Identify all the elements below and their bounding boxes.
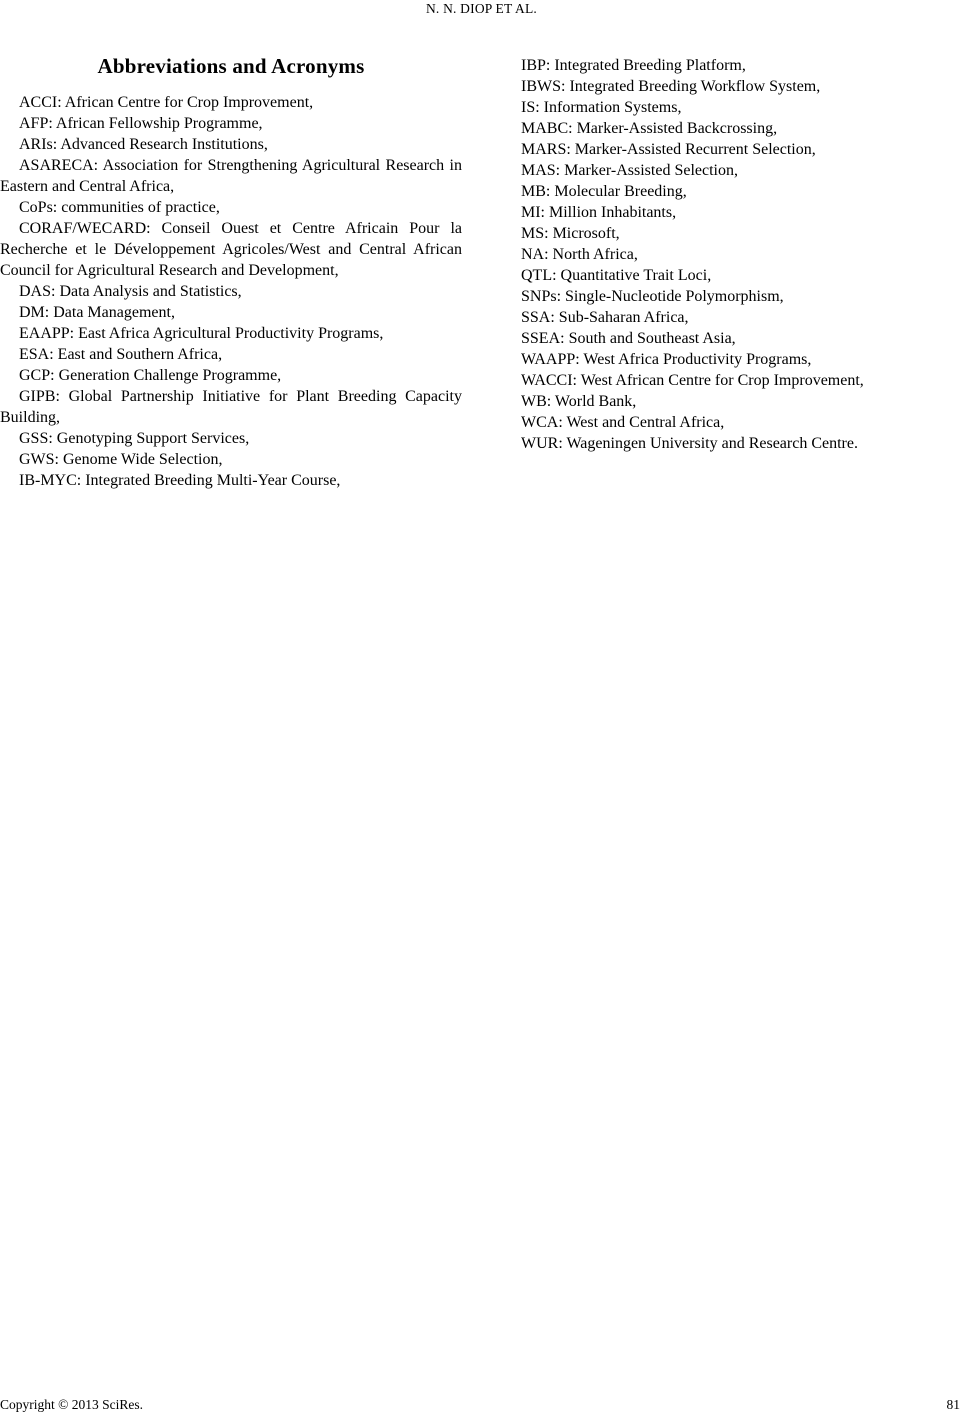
- abbreviation-entry: GWS: Genome Wide Selection,: [19, 451, 223, 468]
- abbreviation-entry: CoPs: communities of practice,: [19, 199, 220, 216]
- copyright-notice: Copyright © 2013 SciRes.: [0, 1397, 144, 1412]
- abbreviation-entry: NA: North Africa,: [521, 246, 638, 263]
- abbreviation-entry: DAS: Data Analysis and Statistics,: [19, 283, 242, 300]
- abbreviation-entry: SNPs: Single-Nucleotide Polymorphism,: [521, 288, 784, 305]
- abbreviation-entry: MARS: Marker-Assisted Recurrent Selection,: [521, 141, 816, 158]
- abbreviation-entry: IBWS: Integrated Breeding Workflow System,: [521, 78, 821, 95]
- abbreviation-entry: ARIs: Advanced Research Institutions,: [19, 136, 268, 153]
- abbreviation-entry: WACCI: West African Centre for Crop Improvement,: [521, 372, 864, 389]
- abbreviation-entry: IBP: Integrated Breeding Platform,: [521, 57, 746, 74]
- abbreviation-entry: SSA: Sub-Saharan Africa,: [521, 309, 689, 326]
- abbreviation-entry: DM: Data Management,: [19, 304, 175, 321]
- abbreviation-entry: MABC: Marker-Assisted Backcrossing,: [521, 120, 778, 137]
- abbreviation-entry: IS: Information Systems,: [521, 99, 682, 116]
- abbreviation-entry: MI: Million Inhabitants,: [521, 204, 677, 221]
- abbreviation-entry: WUR: Wageningen University and Research Centre.: [521, 435, 858, 452]
- running-head: N. N. DIOP ET AL.: [425, 1, 538, 16]
- abbreviation-entry: WCA: West and Central Africa,: [521, 414, 725, 431]
- abbreviation-entry: GCP: Generation Challenge Programme,: [19, 367, 282, 384]
- abbreviation-entry: MS: Microsoft,: [521, 225, 620, 242]
- abbreviation-entry: IB-MYC: Integrated Breeding Multi-Year Course,: [19, 472, 341, 489]
- abbreviation-entry: ESA: East and Southern Africa,: [19, 346, 223, 363]
- abbreviation-entry: QTL: Quantitative Trait Loci,: [521, 267, 712, 284]
- abbreviation-entry: GIPB: Global Partnership Initiative for Plant Breeding Capacity Building,: [0, 388, 462, 426]
- abbreviation-entry: EAAPP: East Africa Agricultural Productivity Programs,: [19, 325, 384, 342]
- abbreviation-entry: WAAPP: West Africa Productivity Programs,: [521, 351, 812, 368]
- section-title: Abbreviations and Acronyms: [97, 54, 365, 78]
- abbreviation-entry: ACCI: African Centre for Crop Improvement,: [19, 94, 314, 111]
- page-number: 81: [946, 1397, 960, 1412]
- abbreviation-entry: MAS: Marker-Assisted Selection,: [521, 162, 738, 179]
- abbreviation-entry: WB: World Bank,: [521, 393, 637, 410]
- right-column: [502, 52, 963, 454]
- abbreviation-list-right: [502, 55, 963, 454]
- abbreviation-entry: SSEA: South and Southeast Asia,: [521, 330, 736, 347]
- abbreviation-entry: AFP: African Fellowship Programme,: [19, 115, 263, 132]
- left-column: [0, 52, 462, 491]
- abbreviation-entry: MB: Molecular Breeding,: [521, 183, 687, 200]
- abbreviation-list-left: [0, 92, 462, 491]
- abbreviation-entry: ASARECA: Association for Strengthening Agricultural Research in Eastern and Central Africa,: [0, 157, 462, 195]
- abbreviation-entry: CORAF/WECARD: Conseil Ouest et Centre Africain Pour la Recherche et le Développement Agricoles/West and Central African Council for Agricultural Research and Development,: [0, 220, 462, 279]
- abbreviation-entry: GSS: Genotyping Support Services,: [19, 430, 250, 447]
